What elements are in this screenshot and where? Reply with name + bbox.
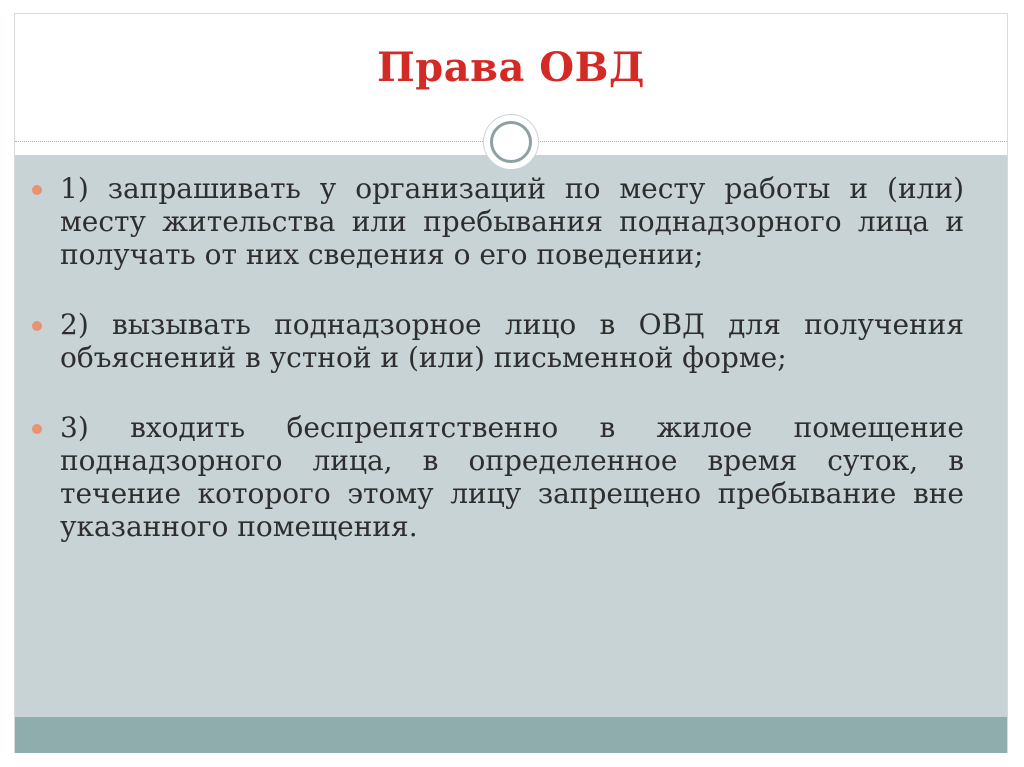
bullet-text: 2) вызывать поднадзорное лицо в ОВД для получения объяснений в устной и (или) письменной форме;: [60, 308, 964, 374]
ring-ornament-icon: [484, 115, 538, 169]
bullet-dot-icon: [32, 424, 42, 434]
bullet-dot-icon: [32, 321, 42, 331]
bullet-list: [30, 172, 964, 580]
bullet-item-2: [30, 308, 964, 374]
bullet-text: 3) входить беспрепятственно в жилое помещение поднадзорного лица, в определенное время суток, в течение которого этому лицу запрещено пребывание вне указанного помещения.: [60, 411, 964, 543]
bullet-item-3: [30, 411, 964, 543]
bullet-item-1: [30, 172, 964, 271]
footer-bar: [15, 717, 1007, 753]
slide-title: Права ОВД: [376, 44, 645, 91]
bullet-dot-icon: [32, 185, 42, 195]
bullet-text: 1) запрашивать у организаций по месту работы и (или) месту жительства или пребывания поднадзорного лица и получать от них сведения о его поведении;: [60, 172, 964, 271]
ring-inner-icon: [490, 121, 532, 163]
